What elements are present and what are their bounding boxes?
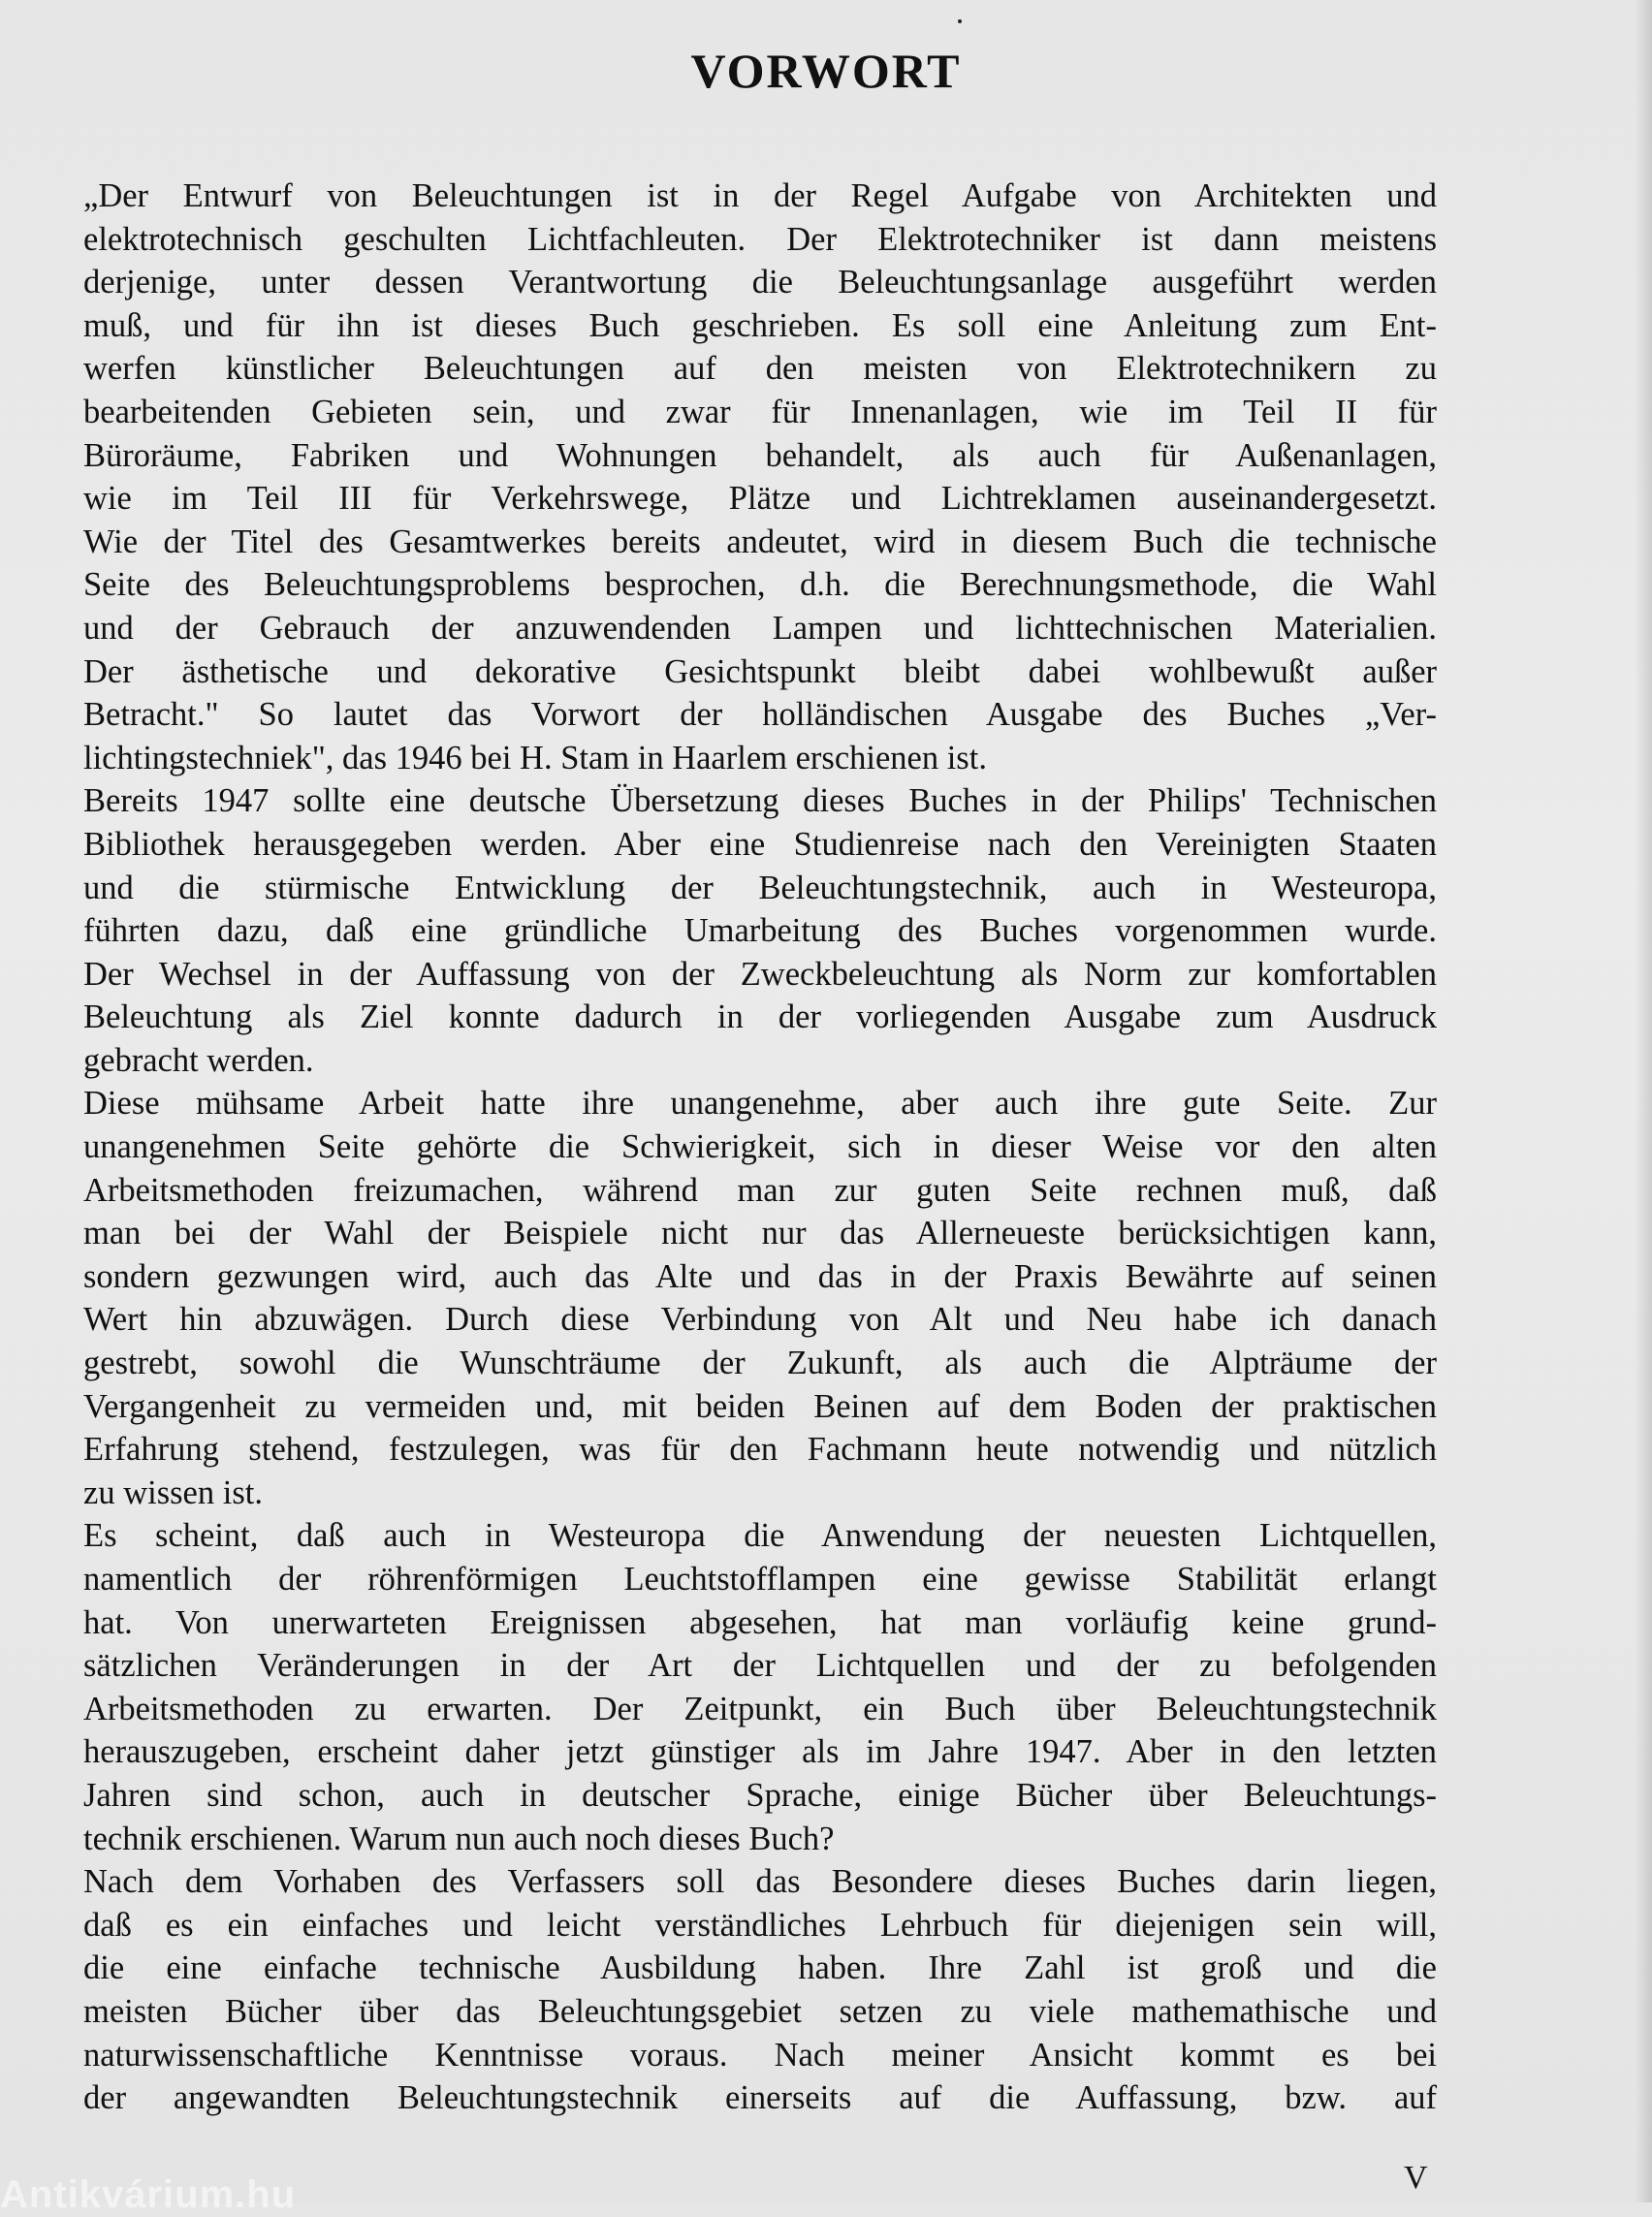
text-line: technik erschienen. Warum nun auch noch dieses Buch? <box>83 1820 835 1857</box>
text-line: Wert hin abzuwägen. Durch diese Verbindung von Alt und Neu habe ich danach <box>83 1301 1437 1339</box>
text-line: gebracht werden. <box>83 1041 314 1079</box>
text-line: Büroräume, Fabriken und Wohnungen behandelt, als auch für Außenanlagen, <box>83 436 1437 474</box>
text-line: Erfahrung stehend, festzulegen, was für den Fachmann heute notwendig und nützlich <box>83 1431 1437 1469</box>
watermark: Antikvárium.hu <box>0 2173 297 2216</box>
text-line: Seite des Beleuchtungsproblems besprochen, d.h. die Berechnungsmethode, die Wahl <box>83 566 1437 604</box>
text-line: elektrotechnisch geschulten Lichtfachleuten. Der Elektrotechniker ist dann meistens <box>83 220 1437 258</box>
text-line: Nach dem Vorhaben des Verfassers soll das Besondere dieses Buches darin liegen, <box>83 1863 1437 1901</box>
text-line: wie im Teil III für Verkehrswege, Plätze und Lichtreklamen auseinandergesetzt. <box>83 480 1437 518</box>
text-line: man bei der Wahl der Beispiele nicht nur das Allerneueste berücksichtigen kann, <box>83 1215 1437 1252</box>
text-line: und der Gebrauch der anzuwendenden Lampen und lichttechnischen Materialien. <box>83 609 1437 647</box>
text-line: hat. Von unerwarteten Ereignissen abgesehen, hat man vorläufig keine grund- <box>83 1603 1437 1641</box>
text-line: Wie der Titel des Gesamtwerkes bereits andeutet, wird in diesem Buch die technische <box>83 523 1437 560</box>
text-line: bearbeitenden Gebieten sein, und zwar für Innenanlagen, wie im Teil II für <box>83 393 1437 430</box>
text-line: Beleuchtung als Ziel konnte dadurch in der vorliegenden Ausgabe zum Ausdruck <box>83 998 1437 1036</box>
page-number: V <box>1404 2160 1428 2196</box>
text-line: Bibliothek herausgegeben werden. Aber eine Studienreise nach den Vereinigten Staaten <box>83 825 1437 863</box>
text-line: Der Wechsel in der Auffassung von der Zweckbeleuchtung als Norm zur komfortablen <box>83 955 1437 993</box>
body-text <box>83 174 1437 2120</box>
text-line: lichtingstechniek", das 1946 bei H. Stam in Haarlem erschienen ist. <box>83 739 987 776</box>
text-line: derjenige, unter dessen Verantwortung die Beleuchtungsanlage ausgeführt werden <box>83 264 1437 301</box>
text-line: Arbeitsmethoden zu erwarten. Der Zeitpunkt, ein Buch über Beleuchtungstechnik <box>83 1690 1437 1727</box>
text-line: Arbeitsmethoden freizumachen, während man zur guten Seite rechnen muß, daß <box>83 1171 1437 1209</box>
page-edge-shadow <box>1635 0 1652 2202</box>
text-line: der angewandten Beleuchtungstechnik einerseits auf die Auffassung, bzw. auf <box>83 2079 1437 2117</box>
text-line: gestrebt, sowohl die Wunschträume der Zukunft, als auch die Alpträume der <box>83 1345 1437 1382</box>
text-line: führten dazu, daß eine gründliche Umarbeitung des Buches vorgenommen wurde. <box>83 912 1437 950</box>
text-line: werfen künstlicher Beleuchtungen auf den meisten von Elektrotechnikern zu <box>83 350 1437 388</box>
text-line: Bereits 1947 sollte eine deutsche Übersetzung dieses Buches in der Philips' Technischen <box>83 782 1437 820</box>
text-line: zu wissen ist. <box>83 1473 263 1511</box>
text-line: meisten Bücher über das Beleuchtungsgebiet setzen zu viele mathemathische und <box>83 1992 1437 2030</box>
text-line: Betracht." So lautet das Vorwort der holländischen Ausgabe des Buches „Ver- <box>83 696 1437 734</box>
text-line: naturwissenschaftliche Kenntnisse voraus. Nach meiner Ansicht kommt es bei <box>83 2036 1437 2074</box>
text-line: namentlich der röhrenförmigen Leuchtstofflampen eine gewisse Stabilität erlangt <box>83 1561 1437 1598</box>
text-line: herauszugeben, erscheint daher jetzt günstiger als im Jahre 1947. Aber in den letzten <box>83 1733 1437 1771</box>
text-line: sätzlichen Veränderungen in der Art der Lichtquellen und der zu befolgenden <box>83 1647 1437 1685</box>
text-line: sondern gezwungen wird, auch das Alte und das in der Praxis Bewährte auf seinen <box>83 1257 1437 1295</box>
text-line: Jahren sind schon, auch in deutscher Sprache, einige Bücher über Beleuchtungs- <box>83 1776 1437 1814</box>
text-line: daß es ein einfaches und leicht verständliches Lehrbuch für diejenigen sein will, <box>83 1906 1437 1944</box>
text-line: muß, und für ihn ist dieses Buch geschrieben. Es soll eine Anleitung zum Ent- <box>83 306 1437 344</box>
text-line: Diese mühsame Arbeit hatte ihre unangenehme, aber auch ihre gute Seite. Zur <box>83 1085 1437 1123</box>
text-line: Es scheint, daß auch in Westeuropa die Anwendung der neuesten Lichtquellen, <box>83 1517 1437 1555</box>
text-line: Der ästhetische und dekorative Gesichtspunkt bleibt dabei wohlbewußt außer <box>83 652 1437 690</box>
text-line: und die stürmische Entwicklung der Beleuchtungstechnik, auch in Westeuropa, <box>83 869 1437 906</box>
page-title: VORWORT <box>690 44 962 98</box>
text-line: unangenehmen Seite gehörte die Schwierigkeit, sich in dieser Weise vor den alten <box>83 1128 1437 1166</box>
text-line: die eine einfache technische Ausbildung haben. Ihre Zahl ist groß und die <box>83 1949 1437 1987</box>
print-speck <box>958 19 962 23</box>
text-line: „Der Entwurf von Beleuchtungen ist in der Regel Aufgabe von Architekten und <box>83 177 1437 214</box>
text-line: Vergangenheit zu vermeiden und, mit beiden Beinen auf dem Boden der praktischen <box>83 1387 1437 1425</box>
